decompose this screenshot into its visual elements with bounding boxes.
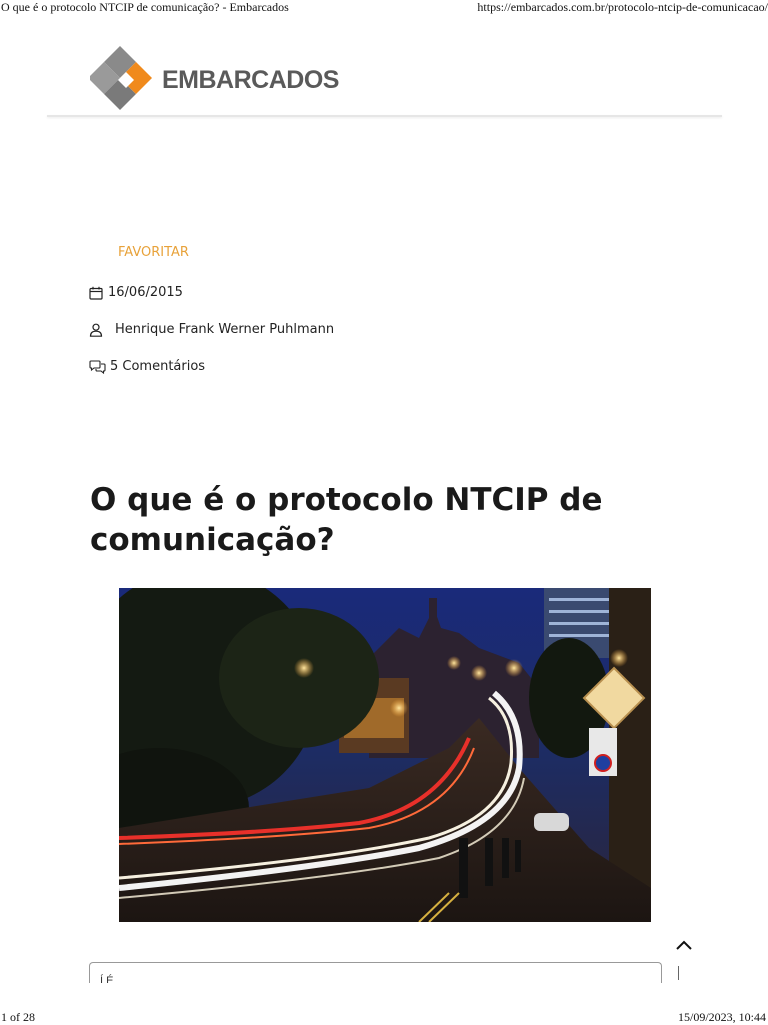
logo-text: EMBARCADOS [162,66,339,94]
print-footer [0,1010,768,1024]
print-page-title: O que é o protocolo NTCIP de comunicação? - Embarcados [1,0,289,14]
post-date [89,285,183,300]
post-comments-link[interactable]: 5 Comentários [110,359,206,374]
favorite-button[interactable]: FAVORITAR [118,245,189,260]
scroll-to-top-button[interactable] [671,932,697,958]
table-of-contents-box [89,962,662,983]
post-author[interactable] [89,322,334,337]
header-divider [47,115,722,117]
user-icon [89,323,103,337]
print-header [0,0,768,16]
post-date-text: 16/06/2015 [108,285,183,300]
calendar-icon [89,286,103,300]
print-page-number: 1 of 28 [1,1010,35,1024]
side-divider [678,966,679,980]
post-author-name[interactable]: Henrique Frank Werner Puhlmann [115,322,335,337]
toc-partial-text: Í É [100,975,114,983]
chevron-up-icon [676,940,692,950]
logo-mark-icon [90,44,162,116]
page-title: O que é o protocolo NTCIP de comunicação? [90,482,603,558]
post-comments[interactable] [89,359,205,374]
print-timestamp: 15/09/2023, 10:44 [677,1010,766,1024]
hero-image [119,588,651,922]
comments-icon [89,360,106,374]
site-logo[interactable] [90,44,339,116]
print-page-url: https://embarcados.com.br/protocolo-ntcip-de-comunicacao/ [477,0,768,14]
